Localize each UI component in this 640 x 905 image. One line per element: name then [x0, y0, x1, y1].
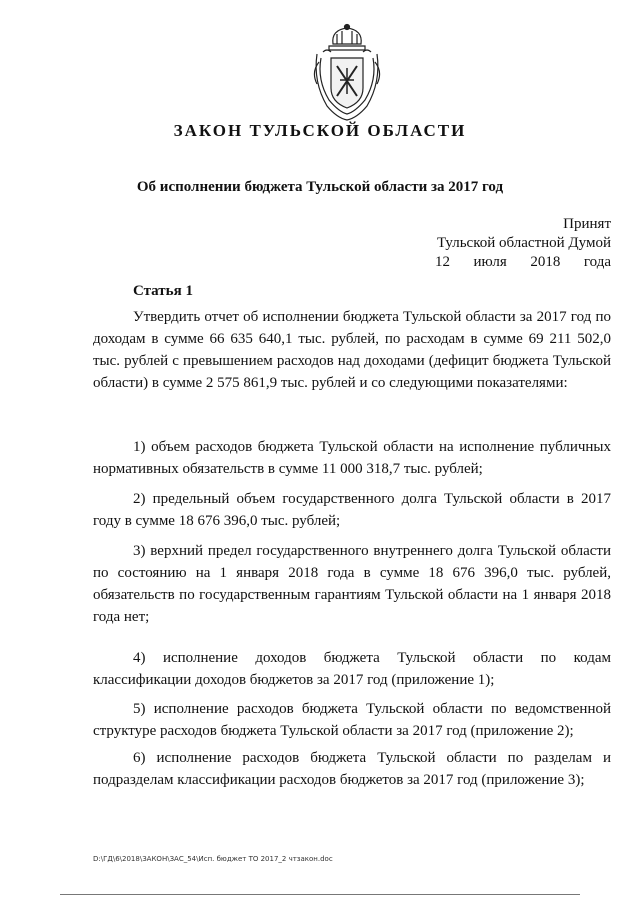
adoption-date — [435, 253, 611, 272]
article-heading: Статья 1 — [133, 283, 193, 299]
article-item-1: 1) объем расходов бюджета Тульской области на исполнение публичных нормативных обязательств в сумме 11 000 318,7 тыс. рублей; — [93, 439, 611, 477]
article-item-2: 2) предельный объем государственного долга Тульской области в 2017 году в сумме 18 676 396,0 тыс. рублей; — [93, 491, 611, 529]
tula-coat-of-arms-icon — [307, 22, 387, 122]
adoption-day: 12 — [435, 254, 450, 270]
law-title: ЗАКОН ТУЛЬСКОЙ ОБЛАСТИ — [173, 121, 467, 140]
article-item-6: 6) исполнение расходов бюджета Тульской области по разделам и подразделам классификации расходов бюджетов за 2017 год (приложение 3); — [93, 750, 611, 788]
article-intro-paragraph: Утвердить отчет об исполнении бюджета Тульской области за 2017 год по доходам в сумме 66 635 640,1 тыс. рублей, по расходам в сумме 69 211 502,0 тыс. рублей с превышением расходов над доходами (дефицит бюджета Тульской области) в сумме 2 575 861,9 тыс. рублей и со следующими показателями: — [93, 309, 611, 391]
adoption-block — [435, 215, 611, 272]
adopted-by: Тульской областной Думой — [436, 235, 611, 251]
law-subtitle: Об исполнении бюджета Тульской области за 2017 год — [136, 179, 504, 195]
article-item-4: 4) исполнение доходов бюджета Тульской области по кодам классификации доходов бюджетов за 2017 год (приложение 1); — [93, 650, 611, 688]
adopted-label: Принят — [563, 216, 611, 232]
adoption-year-word: года — [583, 254, 611, 270]
adoption-month: июля — [473, 254, 507, 270]
article-item-3: 3) верхний предел государственного внутреннего долга Тульской области по состоянию на 1 января 2018 года в сумме 18 676 396,0 тыс. рублей, обязательств по государственным гарантиям Тульской области на 1 января 2018 года нет; — [93, 543, 611, 625]
scan-edge-mark — [60, 894, 580, 895]
article-item-5: 5) исполнение расходов бюджета Тульской области по ведомственной структуре расходов бюджета Тульской области за 2017 год (приложение 2); — [93, 701, 611, 739]
file-path-footer: D:\ГД\6\2018\ЗАКОН\ЗАС_54\Исп. бюджет ТО 2017_2 чтзакон.doc — [93, 855, 333, 863]
adoption-year: 2018 — [530, 254, 561, 270]
